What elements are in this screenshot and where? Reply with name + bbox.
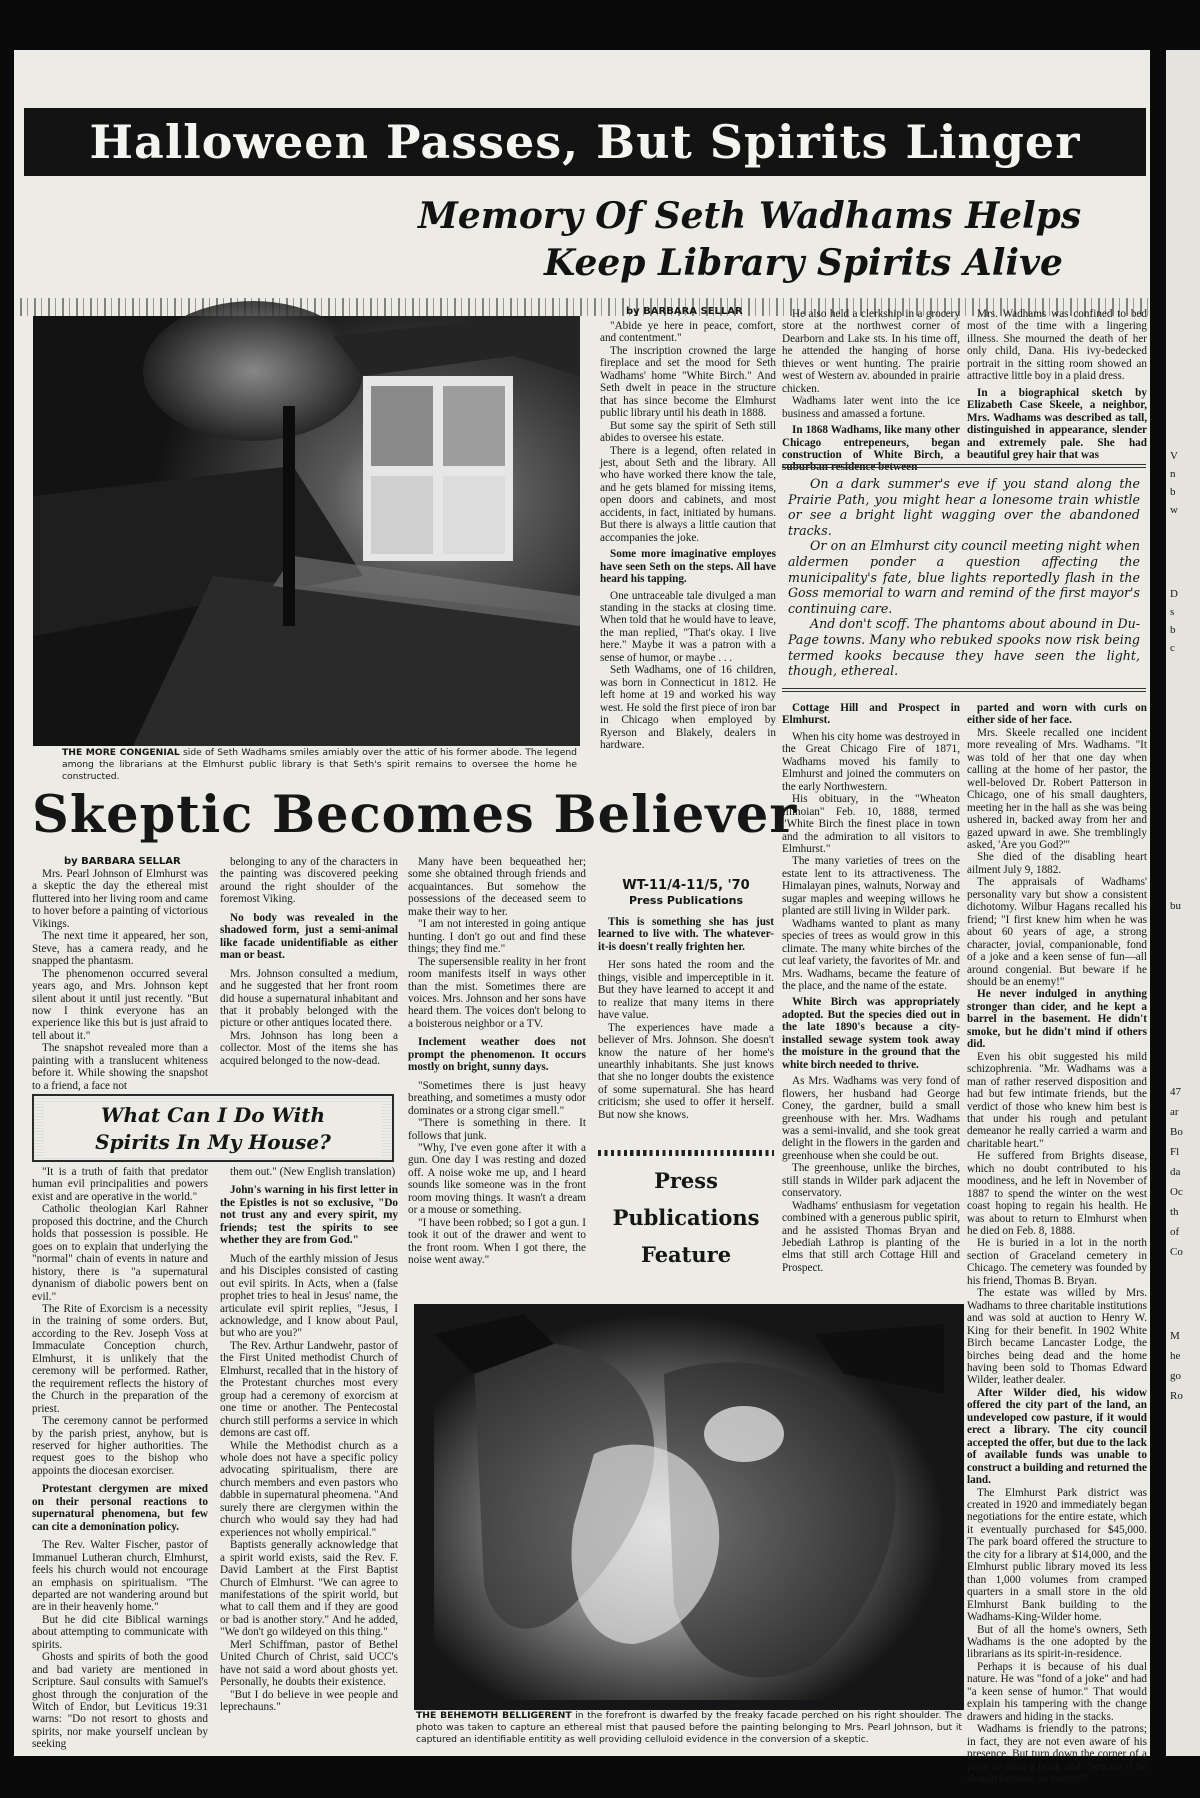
spirits-column-1 bbox=[32, 1166, 208, 1750]
skeptic-column-2 bbox=[220, 856, 398, 1090]
spirits-c1-p: Catholic theologian Karl Rahner proposed this doctrine, and the Church holds that possession is possible. He goes on to explain that underlying the "normal" chain of events in nature and history, there is "a supernatural dynanism of diabolic powers bent on evil." bbox=[32, 1203, 208, 1303]
spirits-c2-p: Baptists generally acknowledge that a spirit world exists, said the Rev. F. David Lambert at the First Baptist Church of Elmhurst. "We can agree to manifestations of the spirit world, but what to call them and if they are good or bad is another story." And he added, "We don't go wildeyed on this thing." bbox=[220, 1539, 398, 1639]
skeptic-c2-p: belonging to any of the characters in the painting was discovered peeking around the right shoulder of the foremost Viking. bbox=[220, 856, 398, 906]
strip-fragment: b bbox=[1170, 624, 1176, 636]
strip-fragment: he bbox=[1170, 1350, 1181, 1362]
seth-c5-p: Wadhams is friendly to the patrons; in fact, they are not even aware of his presence. But turn down the corner of a page or steal a book and "beware if he should become an enemy!" bbox=[967, 1723, 1147, 1785]
seth-c5-p: The appraisals of Wadhams' personality vary but show a consistent dichotomy. Wilbur Hagans recalled his friend; "I first knew him when he was about 60 years of age, a strong character, jovial, companionable, fond of a joke and a keen sense of fun—all around congenial. But beware if he should be an enemy!" bbox=[967, 876, 1147, 988]
skeptic-c1-p: Mrs. Pearl Johnson of Elmhurst was a skeptic the day the ethereal mist fluttered into her living room and came to hover before a painting of victorious Vikings. bbox=[32, 868, 208, 930]
strip-fragment: b bbox=[1170, 486, 1176, 498]
spirits-c2-p: Much of the earthly mission of Jesus and his Disciples consisted of casting out evil spirits. In Acts, when a (false prophet tries to heal in Jesus' name, the articulate evil spirit replies, "Jesus, I acknowledge, and I know about Paul, but who are you?" bbox=[220, 1252, 398, 1340]
strip-fragment: Ro bbox=[1170, 1390, 1183, 1402]
seth-c4-p: Wadhams wanted to plant as many species of trees as would grow in this climate. The many white birches of the cut leaf variety, the favorites of Mr. and Mrs. Wadhams, became the feature of the place, and the name of the estate. bbox=[782, 917, 960, 992]
seth-c1-p: There is a legend, often related in jest, about Seth and the library. All who have worked there know the tale, and he gets blamed for missing items, open doors and cabinets, and most accidents, in fact, initiated by humans. But there is always a little caution that accompanies the joke. bbox=[600, 444, 776, 544]
skeptic-c3-p: "Why, I've even gone after it with a gun. One day I was resting and dozed off. A noise woke me up, and I heard sounds like someone was in the front room moving things. It wasn't a dream or a mouse or something. bbox=[408, 1141, 586, 1217]
what-box-title bbox=[44, 1102, 382, 1156]
clipping-stamp bbox=[598, 878, 774, 908]
seth-c2-p: He also held a clerkship in a grocery store at the northwest corner of Dearborn and Lake sts. In his time off, he attended the hanging of horse thieves or went hunting. The prairie west of Western av. abounded in prairie chicken. bbox=[782, 308, 960, 395]
strip-fragment: w bbox=[1170, 504, 1178, 516]
seth-c5-p: She died of the disabling heart ailment July 9, 1882. bbox=[967, 851, 1147, 876]
seth-c1-p: Some more imaginative employes have seen Seth on the steps. All have heard his tapping. bbox=[600, 548, 776, 586]
skeptic-column-1 bbox=[32, 868, 208, 1090]
adjacent-page-strip bbox=[1166, 50, 1200, 1756]
seth-c1-p: But some say the spirit of Seth still abides to oversee his estate. bbox=[600, 419, 776, 445]
spirits-c2-p: "But I do believe in wee people and leprechauns." bbox=[220, 1688, 398, 1714]
strip-fragment: Co bbox=[1170, 1246, 1183, 1258]
strip-fragment: 47 bbox=[1170, 1086, 1181, 1098]
main-headline: Halloween Passes, But Spirits Linger bbox=[24, 108, 1146, 176]
strip-fragment: go bbox=[1170, 1370, 1181, 1382]
pullquote-p: And don't scoff. The phantoms about abound in Du-Page towns. Many who rebuked spooks now risk being termed kooks because they have seen the light, though, ethereal. bbox=[788, 616, 1140, 679]
skeptic-byline: by BARBARA SELLAR bbox=[64, 856, 181, 867]
skeptic-c3-p: "Sometimes there is just heavy breathing, and sometimes a musty odor dominates or a strong cigar smell." bbox=[408, 1079, 586, 1117]
skeptic-c4-p: This is something she has just learned to live with. The whatever-it-is doesn't really frighten her. bbox=[598, 916, 774, 953]
photo2-caption bbox=[416, 1710, 962, 1746]
seth-c5-p: Perhaps it is because of his dual nature. He was "fond of a joke" and had "a keen sense of humor." That would explain his tampering with the change drawers and hiding in the stacks. bbox=[967, 1660, 1147, 1723]
seth-column-4 bbox=[782, 702, 960, 1312]
seth-column-5 bbox=[967, 702, 1147, 1785]
strip-fragment: Bo bbox=[1170, 1126, 1183, 1138]
strip-fragment: Oc bbox=[1170, 1186, 1183, 1198]
spirits-c1-p: The Rev. Walter Fischer, pastor of Immanuel Lutheran church, Elmhurst, feels his church would not encourage an emphasis on spiritualism. "The departed are not wandering around but are in their heavenly home." bbox=[32, 1539, 208, 1614]
skeptic-c2-p: Mrs. Johnson has long been a collector. Most of the items she has acquired belonged to the now-dead. bbox=[220, 1029, 398, 1067]
spirits-c2-p: The Rev. Arthur Landwehr, pastor of the First United methodist Church of Elmhurst, recalled that in the history of the Protestant churches most every group had a ceremony of exorcism at one time or another. The Pentecostal church still performs a service in which demons are cast off. bbox=[220, 1339, 398, 1440]
seth-column-1 bbox=[600, 320, 776, 751]
seth-c3-p: In a biographical sketch by Elizabeth Case Skeele, a neighbor, Mrs. Wadhams was described as tall, distinguished in appearance, slender and extremely pale. She had beautiful grey hair that was bbox=[967, 386, 1147, 461]
skeptic-c3-p: "I am not interested in going antique hunting. I don't go out and find these things; they find me." bbox=[408, 918, 586, 956]
strip-fragment: bu bbox=[1170, 900, 1181, 912]
seth-c1-p: One untraceable tale divulged a man standing in the stacks at closing time. When told that he would have to leave, the man replied, "That's okay. I live here." Maybe it was a patron with a sense of humor, or maybe . . . bbox=[600, 589, 776, 664]
stamp-code: WT-11/4-11/5, '70 bbox=[622, 878, 750, 893]
what-box-line-1: What Can I Do With bbox=[101, 1103, 325, 1127]
attic-photo-art bbox=[33, 316, 580, 746]
seth-c5-p: After Wilder died, his widow offered the city part of the land, an undeveloped cow pasture, if it would erect a library. The city council accepted the offer, but due to the lack of available funds was unable to construct a building and returned the land. bbox=[967, 1386, 1147, 1487]
photo1-caption bbox=[62, 747, 577, 783]
skeptic-c1-p: The snapshot revealed more than a painting with a translucent whiteness before it. While showing the snapshot to a friend, a face not bbox=[32, 1042, 208, 1092]
newspaper-page bbox=[14, 50, 1150, 1785]
photo1-caption-lead: THE MORE CONGENIAL bbox=[62, 747, 180, 758]
spirits-c2-p: them out." (New English translation) bbox=[230, 1166, 396, 1178]
seth-c1-p: "Abide ye here in peace, comfort, and contentment." bbox=[600, 320, 776, 345]
painting-photo-art bbox=[414, 1304, 964, 1710]
photo2-caption-text: in the forefront is dwarfed by the freaky facade perched on his right shoulder. The photo was taken to capture an ethereal mist that paused before the painting belonging to Mrs. Pearl Johnson, but it captured an identifiable entitity as well providing celluloid evidence in the conversion of a skeptic. bbox=[416, 1710, 962, 1745]
strip-fragment: D bbox=[1170, 588, 1178, 600]
skeptic-c3-p: The supersensible reality in her front room manifests itself in ways other than the mist. Sometimes there are voices. Mrs. Johnson and her sons have heard them. The voices don't belong to a boisterous neighbor or a TV. bbox=[408, 955, 586, 1030]
seth-c4-p: Wadhams' enthusiasm for vegetation combined with a generous public spirit, and he assisted Thomas Bryan and Jebediah Lathrop is planting of the elms that still arch Cottage Hill and Prospect. bbox=[782, 1199, 960, 1274]
photo2-caption-lead: THE BEHEMOTH BELLIGERENT bbox=[416, 1710, 572, 1721]
seth-column-2 bbox=[782, 308, 960, 474]
press-publications-feature-box bbox=[598, 1150, 774, 1274]
photo1-caption-text: side of Seth Wadhams smiles amiably over the attic of his former abode. The legend among the librarians at the Elmhurst public library is that Seth's spirit remains to oversee the home he constructed. bbox=[62, 747, 578, 782]
pullquote-p: On a dark summer's eve if you stand along the Prairie Path, you might hear a lonesome train whistle or see a bright light wagging over the abandoned tracks. bbox=[788, 476, 1140, 538]
seth-c4-p: When his city home was destroyed in the Great Chicago Fire of 1871, Wadhams moved his family to Elmhurst and joined the commuters on the early Northwestern. bbox=[782, 730, 960, 793]
strip-fragment: V bbox=[1170, 450, 1178, 462]
strip-fragment: da bbox=[1170, 1166, 1181, 1178]
skeptic-c3-p: Many have been bequeathed her; some she obtained through friends and acquaintances. But somehow the possessions of the deceased seem to make their way to her. bbox=[408, 856, 586, 918]
skeptic-c1-p: The next time it appeared, her son, Steve, has a camera ready, and he snapped the phantasm. bbox=[32, 930, 208, 968]
skeptic-c3-p: "There is something in there. It follows that junk. bbox=[408, 1117, 586, 1142]
pullquote-p: Or on an Elmhurst city council meeting night when aldermen ponder a question affecting the municipality's fate, blue lights reportedly flash in the Goss memorial to warn and remind of the first mayor's continuing care. bbox=[788, 538, 1140, 616]
skeptic-column-4 bbox=[598, 916, 774, 1140]
seth-c1-p: Seth Wadhams, one of 16 children, was born in Connecticut in 1812. He left home at 19 and worked his way west. He sold the first piece of iron bar in Chicago when employed by Ryerson and Blakely, dealers in hardware. bbox=[600, 664, 776, 751]
seth-byline: by BARBARA SELLAR bbox=[626, 306, 743, 317]
seth-c5-p: But of all the home's owners, Seth Wadhams is the one adopted by the librarians as its spirit-in-residence. bbox=[967, 1623, 1147, 1661]
skeptic-c4-p: Her sons hated the room and the things, visible and imperceptible in it. But they have learned to accept it and to realize that many items in there have value. bbox=[598, 959, 774, 1022]
strip-fragment: of bbox=[1170, 1226, 1180, 1238]
seth-c2-p: Wadhams later went into the ice business and amassed a fortune. bbox=[782, 395, 960, 420]
photo-behemoth-painting bbox=[414, 1304, 964, 1710]
spirits-c2-p: While the Methodist church as a whole does not have a specific policy advocating spiritualism, there are church members and even pastors who dabble in supernatural pheomena. "And surely there are clergymen within the church who would say they had had experiences not wholly empirical." bbox=[220, 1439, 398, 1539]
seth-c4-p: His obituary, in the "Wheaton Illinoian" Feb. 10, 1888, termed "White Birch the finest place in town and the admiration to all visitors to Elmhurst." bbox=[782, 793, 960, 855]
seth-c2-p: In 1868 Wadhams, like many other Chicago entrepeneurs, began construction of White Birch, a suburban residence between bbox=[782, 424, 960, 474]
spirits-c2-p: John's warning in his first letter in the Epistles is not so exclusive, "Do not trust any and every spirit, my friends; test the spirits to see whether they are from God." bbox=[220, 1184, 398, 1247]
seth-c4-p: The many varieties of trees on the estate lent to its attractiveness. The Himalayan pines, walnuts, Norway and sugar maples and weeping willows he planted are still living in Wilder park. bbox=[782, 855, 960, 918]
seth-c3-p: Mrs. Wadhams was confined to bed most of the time with a lingering illness. She mourned the death of her only child, Dana. His ivy-bedecked portrait in the sitting room showed an attractive little boy in a plaid dress. bbox=[967, 308, 1147, 383]
skeptic-column-3 bbox=[408, 856, 586, 1292]
skeptic-headline: Skeptic Becomes Believer bbox=[32, 785, 798, 845]
skeptic-c3-p: Inclement weather does not prompt the phenomenon. It occurs mostly on bright, sunny days. bbox=[408, 1036, 586, 1074]
skeptic-c1-p: The phenomenon occurred several years ago, and Mrs. Johnson kept silent about it until just recently. "But now I think everyone has an experience like this but is just afraid to tell about it." bbox=[32, 967, 208, 1042]
seth-c1-p: The inscription crowned the large fireplace and set the mood for Seth Wadhams' home "White Birch." And Seth dwelt in peace in the structure that has since become the Elmhurst public library until his death in 1888. bbox=[600, 344, 776, 420]
feature-line-3: Feature bbox=[640, 1242, 732, 1267]
seth-c4-p: The greenhouse, unlike the birches, still stands in Wilder park adjacent the conservatory. bbox=[782, 1162, 960, 1200]
strip-fragment: c bbox=[1170, 642, 1175, 654]
strip-fragment: Fl bbox=[1170, 1146, 1180, 1158]
spirits-c1-p: The ceremony cannot be performed by the parish priest, anyhow, but is reserved for higher authorities. The request goes to the bishop who appoints the diocesan exorciser. bbox=[32, 1415, 208, 1477]
spirits-column-2 bbox=[220, 1166, 398, 1750]
seth-c4-p: White Birch was appropriately adopted. But the species died out in the late 1890's because a city-installed sewage system took away the moisture in the ground that the white birch needed to thrive. bbox=[782, 996, 960, 1071]
subhead-line-2: Keep Library Spirits Alive bbox=[544, 242, 1063, 284]
seth-c5-p: The estate was willed by Mrs. Wadhams to three charitable institutions and was sold at auction to Henry W. King for their benefit. In 1902 White Birch became Lancaster Lodge, the birches being dead and the home having been sold to Thomas Edward Wilder, leather dealer. bbox=[967, 1287, 1147, 1387]
seth-c5-p: parted and worn with curls on either side of her face. bbox=[967, 702, 1147, 727]
strip-fragment: ar bbox=[1170, 1106, 1179, 1118]
spirits-c1-p: The Rite of Exorcism is a necessity in the training of some orders. But, according to the Rev. Joseph Voss at Immaculate Conception church, Elmhurst, it is unlikely that the ceremony will be performed. Rather, the requirement reflects the history of the Church in the preparation of the priest. bbox=[32, 1302, 208, 1415]
feature-line-2: Publications bbox=[612, 1205, 760, 1230]
skeptic-c3-p: "I have been robbed; so I got a gun. I took it out of the drawer and went to the front room. When I got there, the noise went away." bbox=[408, 1216, 586, 1267]
skeptic-c4-p: The experiences have made a believer of Mrs. Johnson. She doesn't know the nature of her home's unearthly inhabitants. She just knows that she no longer doubts the existence of some supernatural. She has heard criticism; she used to offer it herself. But now she knows. bbox=[598, 1021, 774, 1121]
seth-c5-p: The Elmhurst Park district was created in 1920 and immediately began negotiations for the entire estate, which it eventually purchased for $45,000. The park board offered the structure to the city for a library at $14,000, and the Elmhurst public library moved its less than 1,000 volumes from cramped quarters in a small store in the old Elmhurst Bank building to the Wadhams-King-Wilder home. bbox=[967, 1486, 1147, 1624]
photo-seth-wadhams-attic bbox=[33, 316, 580, 746]
strip-fragment: n bbox=[1170, 468, 1176, 480]
skeptic-c2-p: Mrs. Johnson consulted a medium, and he suggested that her front room did house a supernatural inhabitant and that it probably belonged with the picture or other antiques located there. bbox=[220, 967, 398, 1030]
spirits-c2-p: Merl Schiffman, pastor of Bethel United Church of Christ, said UCC's have not said a word about ghosts yet. Personally, he doubts their existence. bbox=[220, 1638, 398, 1689]
seth-c4-p: As Mrs. Wadhams was very fond of flowers, her husband had George Coney, the gardner, build a small greenhouse with her. Mrs. Wadhams was a semi-invalid, and she took great delight in the flowers in the garden and greenhouse when she could be out. bbox=[782, 1075, 960, 1162]
strip-fragment: s bbox=[1170, 606, 1175, 618]
subhead-line-1: Memory Of Seth Wadhams Helps bbox=[418, 195, 1082, 237]
stamp-publication: Press Publications bbox=[628, 894, 744, 907]
spirits-c1-p: Ghosts and spirits of both the good and bad variety are mentioned in Scripture. Saul consults with Samuel's ghost through the conjuration of the Witch of Endor, but Leviticus 19:31 warns: "Do not resort to ghosts and spirits, nor make yourself unclean by seeking bbox=[32, 1651, 208, 1751]
spirits-c1-p: "It is a truth of faith that predator human evil principalities and powers exist and are operative in the world." bbox=[32, 1166, 208, 1203]
feature-line-1: Press bbox=[654, 1168, 718, 1193]
seth-c5-p: Mrs. Skeele recalled one incident more revealing of Mrs. Wadhams. "It was told of her that one day when calling at the home of her pastor, the well-beloved Dr. Robert Patterson in Chicago, one of his small daughters, meeting her in the hall as she was being ushered in, backed away from her and gazed upward in awe. She tremblingly asked, 'Are you God?'" bbox=[967, 726, 1147, 851]
skeptic-c2-p: No body was revealed in the shadowed form, just a semi-animal like facade unidentifiable as either man or beast. bbox=[220, 911, 398, 962]
what-can-i-do-box bbox=[32, 1094, 394, 1162]
pull-quote bbox=[782, 464, 1146, 692]
seth-c5-p: He suffered from Brights disease, which no doubt contributed to his moodiness, and he left in November of 1887 to spend the winter on the west coast hoping to regain his health. He was about to return to Elmhurst when he died on Feb. 8, 1888. bbox=[967, 1150, 1147, 1238]
seth-c4-p: Cottage Hill and Prospect in Elmhurst. bbox=[782, 702, 960, 727]
seth-c5-p: He is buried in a lot in the north section of Graceland cemetery in Chicago. The cemetery was founded by his friend, Thomas B. Bryan. bbox=[967, 1237, 1147, 1287]
what-box-line-2: Spirits In My House? bbox=[95, 1130, 331, 1154]
strip-fragment: M bbox=[1170, 1330, 1180, 1342]
spirits-c1-p: But he did cite Biblical warnings about attempting to communicate with spirits. bbox=[32, 1613, 208, 1651]
strip-fragment: th bbox=[1170, 1206, 1179, 1218]
seth-c5-p: He never indulged in anything stronger than cider, and he kept a barrel in the basement. He didn't smoke, but he didn't mind if others did. bbox=[967, 988, 1147, 1051]
spirits-c1-p: Protestant clergymen are mixed on their personal reactions to supernatural phenomena, but few can cite a demonination policy. bbox=[32, 1483, 208, 1533]
seth-c5-p: Even his obit suggested his mild schizophrenia. "Mr. Wadhams was a man of rather reserved disposition and had but few intimate friends, but the verdict of those who knew him best is that under his rough and petulant demeanor he really carried a warm and charitable heart." bbox=[967, 1050, 1147, 1150]
seth-column-3 bbox=[967, 308, 1147, 461]
